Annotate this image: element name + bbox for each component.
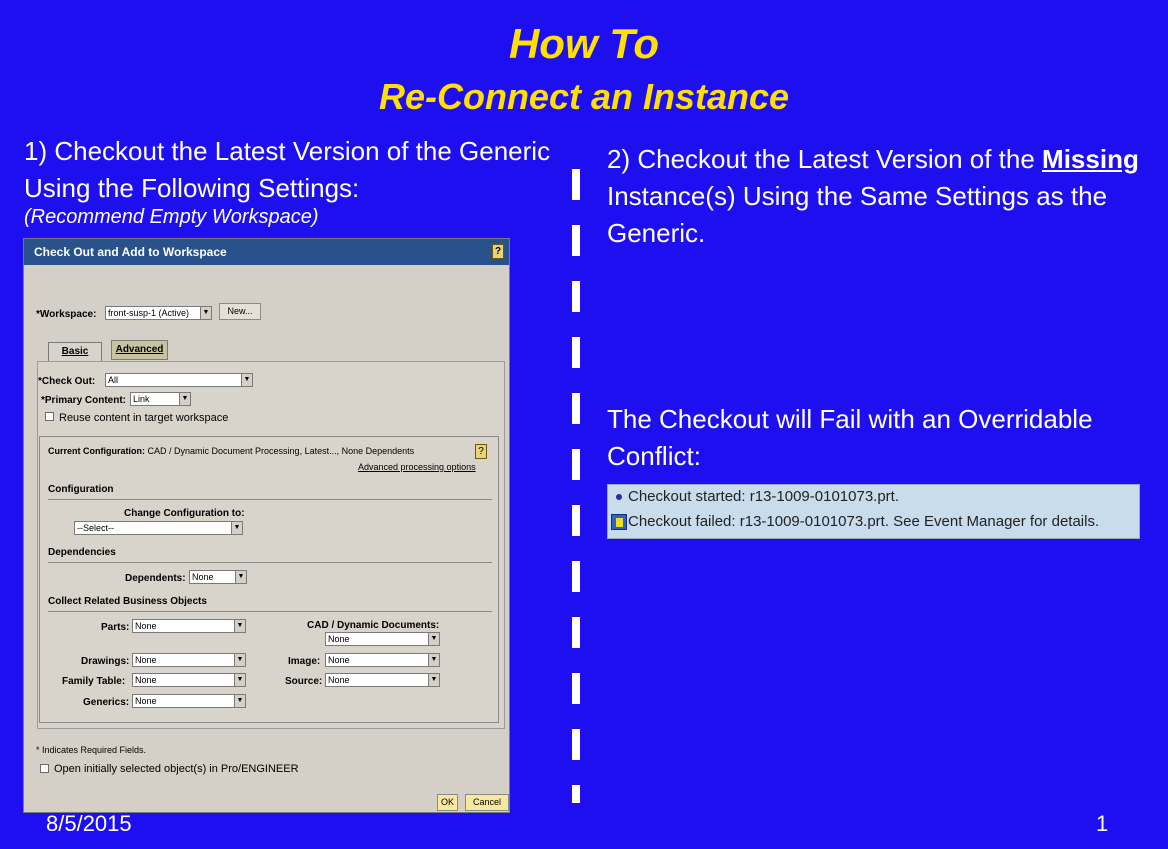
checkout-select[interactable] bbox=[105, 373, 253, 387]
open-initially-label: Open initially selected object(s) in Pro/ENGINEER bbox=[54, 763, 299, 775]
current-config-label: Current Configuration: bbox=[48, 446, 145, 456]
generics-value: None bbox=[135, 696, 157, 706]
checkout-value: All bbox=[108, 375, 119, 385]
current-config-value: CAD / Dynamic Document Processing, Latest..., None Dependents bbox=[147, 446, 415, 456]
new-workspace-button[interactable]: New... bbox=[219, 303, 261, 320]
image-value: None bbox=[328, 655, 350, 665]
divider-dash bbox=[572, 281, 580, 312]
cad-docs-label: CAD / Dynamic Documents: bbox=[307, 620, 440, 631]
primary-content-label: *Primary Content: bbox=[41, 395, 127, 406]
bullet-icon bbox=[616, 494, 622, 500]
reuse-label: Reuse content in target workspace bbox=[59, 412, 229, 424]
error-icon bbox=[611, 514, 627, 530]
configuration-header: Configuration bbox=[48, 484, 114, 495]
slide-date: 8/5/2015 bbox=[46, 811, 132, 836]
dependents-value: None bbox=[192, 572, 214, 582]
advanced-processing-link[interactable]: Advanced processing options bbox=[358, 462, 476, 472]
tab-advanced[interactable]: Advanced bbox=[111, 340, 168, 360]
family-table-value: None bbox=[135, 675, 157, 685]
status-row-failed bbox=[608, 510, 1141, 535]
divider-dash bbox=[572, 169, 580, 200]
dependents-label: Dependents: bbox=[125, 573, 186, 584]
dependencies-header: Dependencies bbox=[48, 547, 116, 558]
workspace-label: *Workspace: bbox=[36, 309, 97, 320]
chevron-down-icon: ▼ bbox=[179, 393, 190, 405]
chevron-down-icon: ▼ bbox=[428, 633, 439, 645]
chevron-down-icon: ▼ bbox=[241, 374, 252, 386]
source-select[interactable] bbox=[325, 673, 440, 687]
divider-dash bbox=[572, 729, 580, 760]
source-value: None bbox=[328, 675, 350, 685]
checkout-label: *Check Out: bbox=[38, 376, 96, 387]
required-note: * Indicates Required Fields. bbox=[36, 745, 147, 755]
status-row-started bbox=[608, 485, 1141, 510]
right-heading-emphasis: Missing bbox=[1042, 144, 1139, 174]
workspace-value: front-susp-1 (Active) bbox=[108, 308, 190, 318]
open-initially-checkbox[interactable] bbox=[40, 764, 49, 773]
parts-select[interactable] bbox=[132, 619, 246, 633]
slide-title: How To bbox=[508, 20, 660, 67]
image-label: Image: bbox=[288, 656, 321, 667]
change-config-select[interactable] bbox=[74, 521, 243, 535]
parts-value: None bbox=[135, 621, 157, 631]
right-heading bbox=[607, 141, 1147, 252]
cad-docs-value: None bbox=[328, 634, 350, 644]
dialog-title-bar bbox=[24, 239, 509, 265]
help-icon[interactable]: ? bbox=[492, 244, 504, 259]
divider-dash bbox=[572, 393, 580, 424]
chevron-down-icon: ▼ bbox=[234, 674, 245, 686]
cancel-button[interactable]: Cancel bbox=[465, 794, 509, 811]
right-heading-prefix: 2) Checkout the Latest Version of the bbox=[607, 144, 1043, 174]
section-divider bbox=[48, 611, 492, 612]
drawings-select[interactable] bbox=[132, 653, 246, 667]
source-label: Source: bbox=[285, 676, 323, 687]
status-failed-text: Checkout failed: r13-1009-0101073.prt. See Event Manager for details. bbox=[628, 513, 1100, 530]
workspace-select[interactable] bbox=[105, 306, 212, 320]
divider-dash bbox=[572, 337, 580, 368]
parts-label: Parts: bbox=[101, 622, 130, 633]
divider-dash bbox=[572, 505, 580, 536]
ok-button[interactable]: OK bbox=[437, 794, 458, 811]
divider-dash bbox=[572, 449, 580, 480]
current-config bbox=[48, 446, 414, 456]
family-table-label: Family Table: bbox=[62, 676, 126, 687]
tab-basic[interactable]: Basic bbox=[48, 342, 102, 362]
divider-dash bbox=[572, 785, 580, 803]
config-help-icon[interactable]: ? bbox=[475, 444, 487, 459]
divider-dash bbox=[572, 225, 580, 256]
checkout-dialog bbox=[23, 238, 510, 813]
chevron-down-icon: ▼ bbox=[234, 695, 245, 707]
slide-subtitle: Re-Connect an Instance bbox=[378, 76, 790, 117]
section-divider bbox=[48, 499, 492, 500]
divider-dash bbox=[572, 561, 580, 592]
change-config-label: Change Configuration to: bbox=[124, 508, 245, 519]
configuration-box bbox=[39, 436, 499, 723]
generics-label: Generics: bbox=[83, 697, 130, 708]
generics-select[interactable] bbox=[132, 694, 246, 708]
chevron-down-icon: ▼ bbox=[234, 620, 245, 632]
primary-content-select[interactable] bbox=[130, 392, 191, 406]
left-heading: 1) Checkout the Latest Version of the Generic Using the Following Settings: bbox=[24, 136, 551, 203]
chevron-down-icon: ▼ bbox=[235, 571, 246, 583]
divider-dash bbox=[572, 673, 580, 704]
chevron-down-icon: ▼ bbox=[200, 307, 211, 319]
primary-content-value: Link bbox=[133, 394, 150, 404]
change-config-value: --Select-- bbox=[77, 523, 115, 533]
error-icon-mark bbox=[616, 518, 623, 527]
collect-header: Collect Related Business Objects bbox=[48, 596, 207, 607]
fail-text: The Checkout will Fail with an Overridable Conflict: bbox=[607, 404, 1093, 471]
chevron-down-icon: ▼ bbox=[428, 654, 439, 666]
left-note: (Recommend Empty Workspace) bbox=[24, 206, 319, 228]
right-heading-suffix: Instance(s) Using the Same Settings as the Generic. bbox=[607, 181, 1108, 248]
dependents-select[interactable] bbox=[189, 570, 247, 584]
drawings-label: Drawings: bbox=[81, 656, 130, 667]
image-select[interactable] bbox=[325, 653, 440, 667]
dialog-body bbox=[24, 265, 509, 812]
dialog-title: Check Out and Add to Workspace bbox=[34, 245, 227, 259]
slide-number: 1 bbox=[1096, 811, 1109, 836]
chevron-down-icon: ▼ bbox=[234, 654, 245, 666]
basic-panel bbox=[37, 361, 505, 729]
reuse-checkbox[interactable] bbox=[45, 412, 54, 421]
cad-docs-select[interactable] bbox=[325, 632, 440, 646]
checkout-status-box bbox=[607, 484, 1140, 539]
divider-dash bbox=[572, 617, 580, 648]
chevron-down-icon: ▼ bbox=[231, 522, 242, 534]
chevron-down-icon: ▼ bbox=[428, 674, 439, 686]
family-table-select[interactable] bbox=[132, 673, 246, 687]
drawings-value: None bbox=[135, 655, 157, 665]
section-divider bbox=[48, 562, 492, 563]
status-started-text: Checkout started: r13-1009-0101073.prt. bbox=[628, 488, 900, 505]
